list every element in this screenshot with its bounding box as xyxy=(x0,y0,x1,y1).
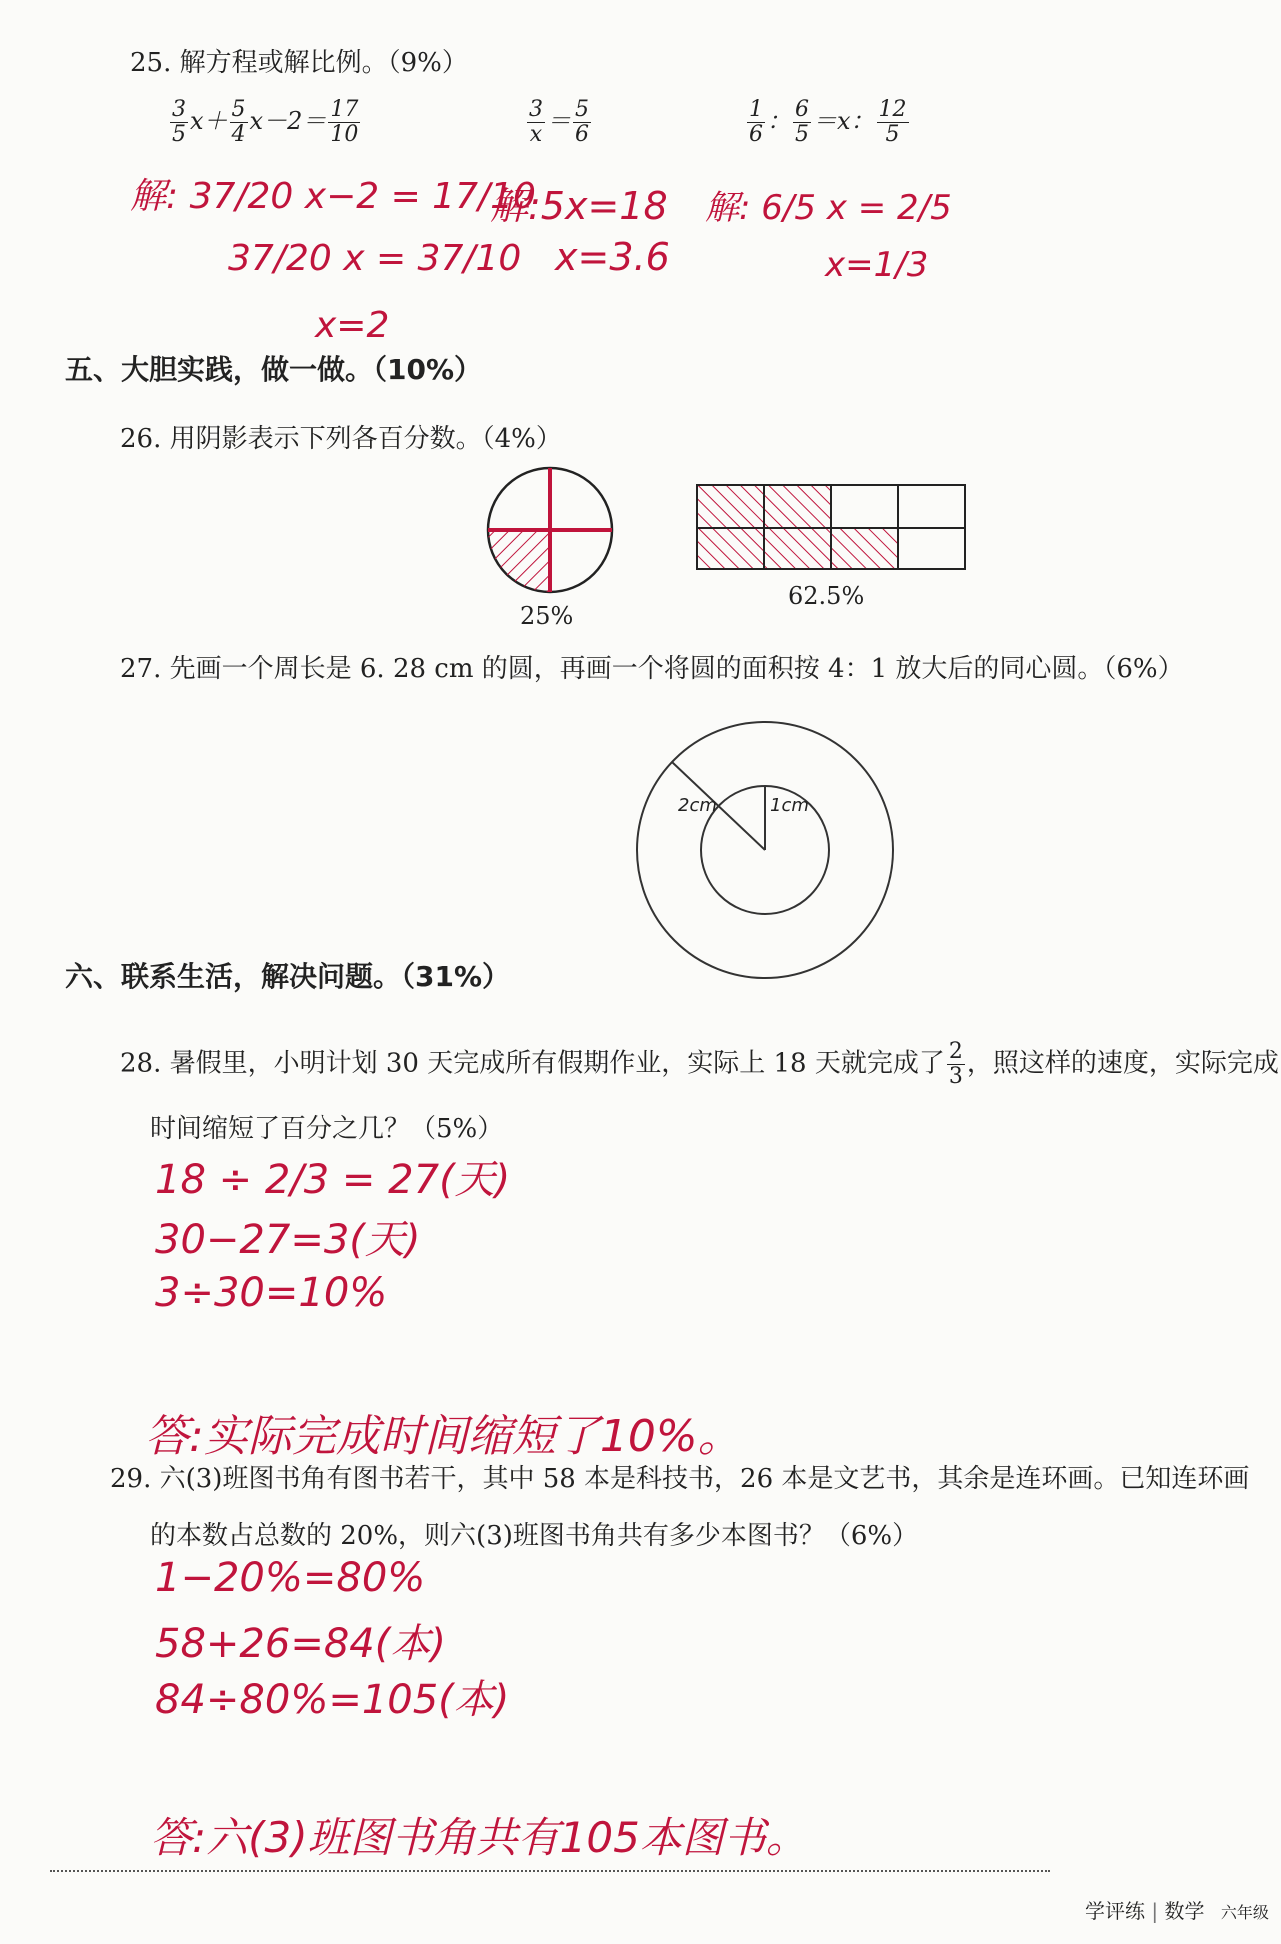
q25-answer-1-line2: 37/20 x = 37/10 xyxy=(228,238,522,279)
q28-work-line3: 3÷30=10% xyxy=(155,1270,388,1316)
q26-circle-figure xyxy=(480,460,620,600)
q25-equation-1: $\frac{3}{5}$ x＋ $\frac{5}{4}$ x－2＝ $\frac{17}{10}$ xyxy=(172,97,359,148)
q29-work-line1: 1−20%=80% xyxy=(155,1555,426,1601)
q26-circle-label: 25% xyxy=(520,602,574,630)
q29-answer: 答:六(3)班图书角共有105本图书。 xyxy=(150,1813,808,1862)
q29-work-line3: 84÷80%=105(本) xyxy=(155,1677,510,1723)
footer-subject: 数学 xyxy=(1164,1899,1205,1923)
q28-text-line1: 28. 暑假里，小明计划 30 天完成所有假期作业，实际上 18 天就完成了 $\frac{2}{3}$ ，照这样的速度，实际完成 xyxy=(120,1039,1279,1090)
q25-equation-2: $\frac{3}{x}$ ＝ $\frac{5}{6}$ xyxy=(529,97,589,148)
q25-answer-2-line1: 解:5x=18 xyxy=(490,184,668,228)
section-6-title: 六、联系生活，解决问题。（31%） xyxy=(65,960,511,993)
q27-concentric-circles xyxy=(620,705,910,995)
q28-answer: 答:实际完成时间缩短了10%。 xyxy=(145,1411,742,1462)
q26-title: 26. 用阴影表示下列各百分数。（4%） xyxy=(120,424,562,454)
q29-text-line1: 29. 六(3)班图书角有图书若干，其中 58 本是科技书，26 本是文艺书，其余是连环画。已知连环画 xyxy=(110,1464,1250,1494)
q25-title: 25. 解方程或解比例。（9%） xyxy=(130,48,468,78)
footer-divider xyxy=(50,1870,1050,1872)
q26-rectangle-figure xyxy=(695,483,975,573)
q29-text-line2: 的本数占总数的 20%，则六(3)班图书角共有多少本图书？（6%） xyxy=(150,1521,919,1551)
q26-rectangle-label: 62.5% xyxy=(788,582,865,610)
q25-equation-3: $\frac{1}{6}$ ： $\frac{6}{5}$ ＝x： $\frac{12}{5}$ xyxy=(749,97,907,148)
q25-answer-1-line1: 解: 37/20 x−2 = 17/10 xyxy=(130,176,536,217)
q27-title: 27. 先画一个周长是 6. 28 cm 的圆，再画一个将圆的面积按 4：1 放大后的同心圆。（6%） xyxy=(120,654,1184,684)
q25-answer-2-line2: x=3.6 xyxy=(555,235,670,279)
q28-text-line2: 时间缩短了百分之几？（5%） xyxy=(150,1114,504,1144)
section-5-title: 五、大胆实践，做一做。（10%） xyxy=(65,353,483,386)
footer: 学评练 | 数学 六年级 xyxy=(1085,1899,1269,1923)
q28-work-line2: 30−27=3(天) xyxy=(155,1217,421,1263)
q28-work-line1: 18 ÷ 2/3 = 27(天) xyxy=(155,1157,511,1203)
q25-answer-3-line1: 解: 6/5 x = 2/5 xyxy=(705,188,952,228)
q27-big-radius-label: 2cm xyxy=(678,795,717,816)
q27-small-radius-label: 1cm xyxy=(770,795,809,816)
q29-work-line2: 58+26=84(本) xyxy=(155,1621,446,1667)
footer-brand: 学评练 xyxy=(1085,1899,1145,1923)
footer-grade: 六年级 xyxy=(1220,1903,1269,1922)
q25-answer-1-line3: x=2 xyxy=(315,305,390,346)
q25-answer-3-line2: x=1/3 xyxy=(825,245,929,285)
